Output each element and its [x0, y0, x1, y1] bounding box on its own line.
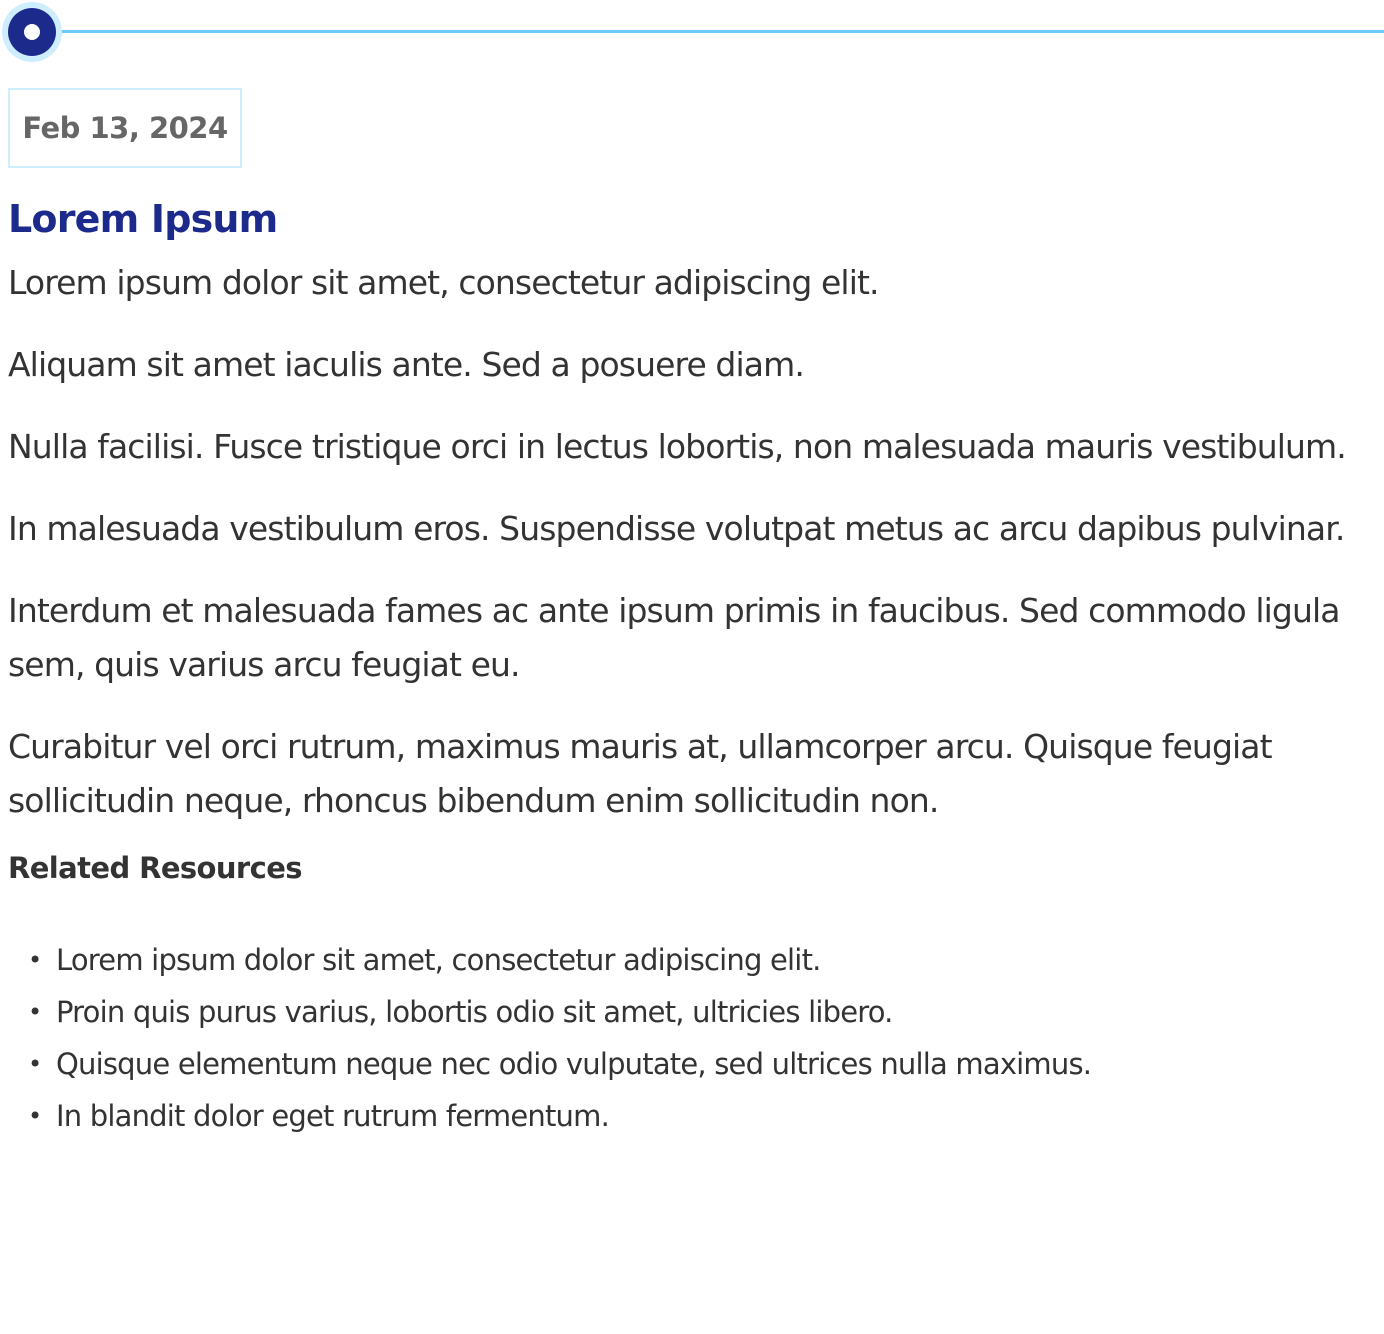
bullet-icon: • — [28, 946, 42, 974]
bullet-icon: • — [28, 998, 42, 1026]
list-item-text: In blandit dolor eget rutrum fermentum. — [56, 1099, 609, 1133]
entry-title: Lorem Ipsum — [8, 197, 278, 241]
bullet-icon: • — [28, 1050, 42, 1078]
paragraph: Interdum et malesuada fames ac ante ipsum primis in faucibus. Sed commodo ligula sem, quis varius arcu feugiat eu. — [8, 591, 1340, 684]
timeline-header — [0, 0, 1384, 64]
date-badge: Feb 13, 2024 — [8, 88, 242, 168]
list-item — [8, 986, 1378, 1038]
related-resources-list — [8, 934, 1378, 1142]
paragraph: In malesuada vestibulum eros. Suspendisse volutpat metus ac arcu dapibus pulvinar. — [8, 509, 1345, 548]
list-item — [8, 1038, 1378, 1090]
list-item-text: Proin quis purus varius, lobortis odio sit amet, ultricies libero. — [56, 995, 893, 1029]
timeline-marker-icon — [2, 2, 62, 62]
paragraph: Lorem ipsum dolor sit amet, consectetur adipiscing elit. — [8, 263, 879, 302]
list-item — [8, 934, 1378, 986]
entry-content — [8, 192, 1378, 1142]
list-item — [8, 1090, 1378, 1142]
list-item-text: Lorem ipsum dolor sit amet, consectetur adipiscing elit. — [56, 943, 821, 977]
related-resources-heading: Related Resources — [8, 851, 302, 885]
timeline-marker-dot — [24, 24, 40, 40]
bullet-icon: • — [28, 1102, 42, 1130]
paragraph: Nulla facilisi. Fusce tristique orci in lectus lobortis, non malesuada mauris vestibulum. — [8, 427, 1346, 466]
list-item-text: Quisque elementum neque nec odio vulputate, sed ultrices nulla maximus. — [56, 1047, 1092, 1081]
paragraph: Aliquam sit amet iaculis ante. Sed a posuere diam. — [8, 345, 804, 384]
paragraph: Curabitur vel orci rutrum, maximus mauris at, ullamcorper arcu. Quisque feugiat sollicitudin neque, rhoncus bibendum enim sollicitudin non. — [8, 727, 1272, 820]
timeline-line — [56, 30, 1384, 33]
